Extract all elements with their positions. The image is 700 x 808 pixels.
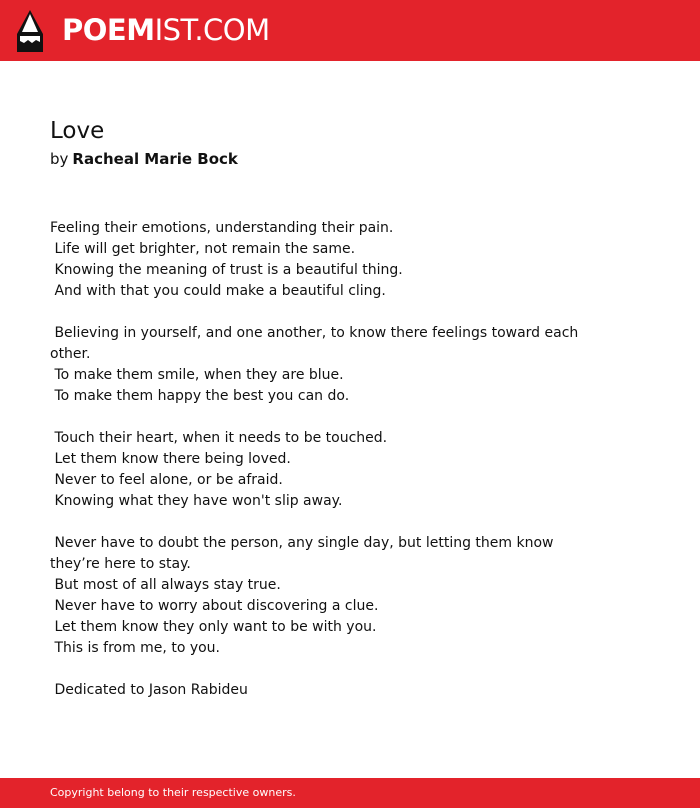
site-footer bbox=[0, 778, 700, 808]
poem-line: Touch their heart, when it needs to be touched. bbox=[50, 430, 388, 446]
poem-line: Dedicated to Jason Rabideu bbox=[50, 682, 248, 698]
site-logo[interactable] bbox=[62, 12, 270, 48]
poem-line: Believing in yourself, and one another, to know there feelings toward each bbox=[50, 325, 579, 341]
poem-line bbox=[50, 407, 590, 428]
poem-line: To make them happy the best you can do. bbox=[50, 388, 350, 404]
poem-body bbox=[50, 218, 590, 701]
byline bbox=[50, 148, 238, 170]
poem-line bbox=[50, 512, 590, 533]
poem-line: other. bbox=[50, 346, 91, 362]
poem-line: Life will get brighter, not remain the same. bbox=[50, 241, 356, 257]
poem-line: Let them know there being loved. bbox=[50, 451, 291, 467]
poem-line: Knowing what they have won't slip away. bbox=[50, 493, 343, 509]
author-name: Racheal Marie Bock bbox=[72, 150, 238, 168]
poem-line: To make them smile, when they are blue. bbox=[50, 367, 344, 383]
poem-line: And with that you could make a beautiful cling. bbox=[50, 283, 386, 299]
pencil-tip-icon[interactable] bbox=[17, 10, 43, 52]
site-header bbox=[0, 0, 700, 61]
brand-light: IST.COM bbox=[154, 13, 270, 47]
poem-line bbox=[50, 302, 590, 323]
poem-line: Never to feel alone, or be afraid. bbox=[50, 472, 283, 488]
poem-line: Let them know they only want to be with you. bbox=[50, 619, 377, 635]
poem-line: Never have to doubt the person, any single day, but letting them know bbox=[50, 535, 554, 551]
poem-title: Love bbox=[50, 118, 105, 144]
poem-line: Knowing the meaning of trust is a beautiful thing. bbox=[50, 262, 403, 278]
poem-line bbox=[50, 659, 590, 680]
poem-line: Feeling their emotions, understanding their pain. bbox=[50, 220, 394, 236]
poem-line: they’re here to stay. bbox=[50, 556, 191, 572]
poem-line: Never have to worry about discovering a clue. bbox=[50, 598, 379, 614]
poem-line: This is from me, to you. bbox=[50, 640, 221, 656]
poem-line: But most of all always stay true. bbox=[50, 577, 281, 593]
by-label: by bbox=[50, 150, 69, 168]
copyright-text: Copyright belong to their respective owners. bbox=[50, 786, 296, 799]
brand-bold: POEM bbox=[62, 13, 155, 47]
